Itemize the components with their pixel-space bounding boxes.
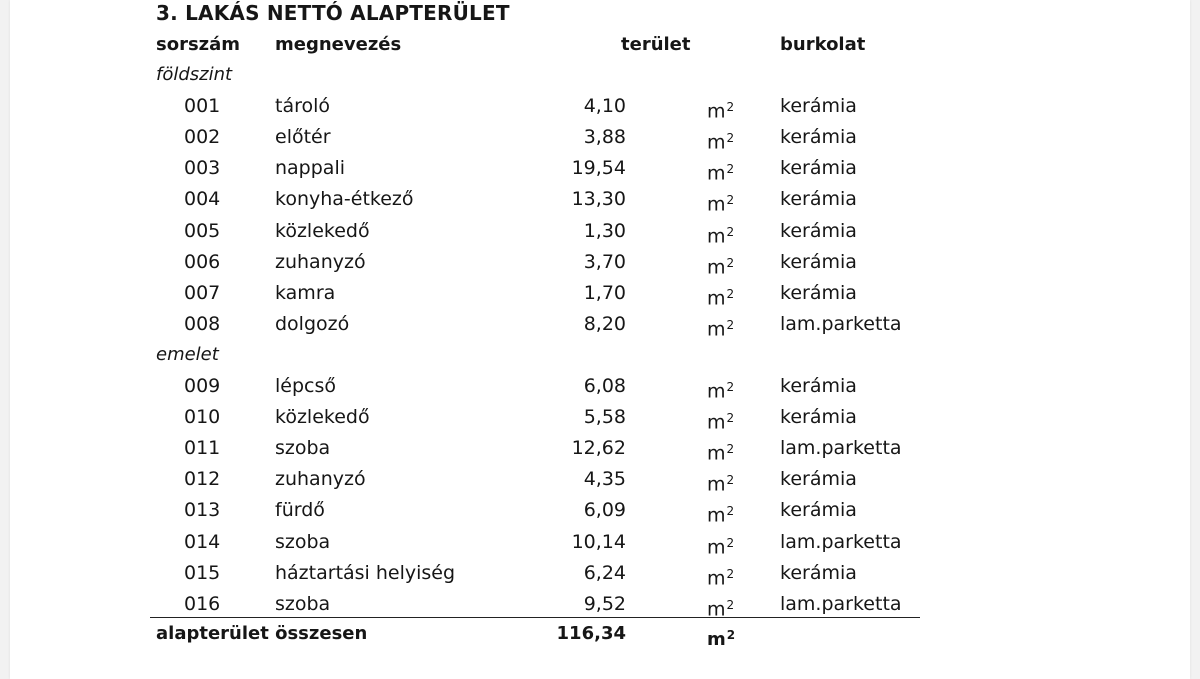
room-area: 1,30	[583, 219, 626, 242]
table-row	[10, 527, 1190, 557]
room-covering: lam.parketta	[780, 592, 902, 615]
table-row	[10, 558, 1190, 588]
room-name: lépcső	[275, 375, 336, 397]
table-row	[10, 309, 1190, 339]
room-area: 13,30	[571, 188, 626, 211]
room-area: 3,88	[583, 126, 626, 149]
room-name: szoba	[275, 530, 331, 553]
table-row	[10, 91, 1190, 121]
table-row	[10, 153, 1190, 183]
section-label-row	[10, 340, 1190, 370]
table-row	[10, 495, 1190, 525]
room-area: 3,70	[583, 250, 626, 273]
room-covering: kerámia	[780, 188, 857, 211]
table-row	[10, 247, 1190, 277]
room-number: 012	[184, 468, 221, 491]
room-name: zuhanyzó	[275, 468, 366, 491]
room-name: közlekedő	[275, 219, 370, 242]
room-number: 002	[184, 126, 221, 149]
room-unit: $m^2$	[707, 224, 735, 247]
room-area: 4,35	[583, 468, 626, 491]
room-unit: $m^2$	[707, 411, 735, 434]
room-area: 5,58	[583, 406, 626, 429]
room-name: konyha-étkező	[275, 188, 414, 211]
table-row	[10, 122, 1190, 152]
room-number: 008	[184, 312, 221, 335]
room-area: 4,10	[583, 95, 626, 118]
room-number: 005	[184, 219, 221, 242]
room-covering: kerámia	[780, 126, 857, 149]
room-name: zuhanyzó	[275, 250, 366, 273]
room-name: szoba	[275, 592, 331, 615]
room-name: nappali	[275, 157, 346, 180]
total-unit: $m^2$	[707, 628, 736, 650]
room-unit: $m^2$	[707, 535, 735, 558]
room-number: 014	[184, 530, 221, 553]
room-covering: kerámia	[780, 406, 857, 429]
room-area: 6,09	[583, 499, 626, 522]
table-row	[10, 464, 1190, 494]
table-row	[10, 589, 1190, 619]
room-area: 12,62	[571, 437, 626, 460]
room-covering: kerámia	[780, 219, 857, 242]
section-label-row	[10, 60, 1190, 90]
room-covering: kerámia	[780, 95, 857, 118]
room-number: 009	[184, 375, 221, 397]
room-number: 004	[184, 188, 221, 211]
room-number: 013	[184, 499, 221, 522]
room-unit: $m^2$	[707, 380, 735, 403]
room-covering: kerámia	[780, 561, 857, 584]
room-name: közlekedő	[275, 406, 370, 429]
room-unit: $m^2$	[707, 100, 735, 123]
room-area: 19,54	[571, 157, 626, 180]
room-covering: kerámia	[780, 157, 857, 180]
room-number: 010	[184, 406, 221, 429]
room-unit: $m^2$	[707, 566, 735, 589]
room-unit: $m^2$	[707, 597, 735, 621]
room-unit: $m^2$	[707, 286, 735, 310]
room-unit: $m^2$	[707, 255, 735, 278]
room-unit: $m^2$	[707, 442, 735, 465]
table-row	[10, 278, 1190, 308]
document-title: 3. LAKÁS NETTÓ ALAPTERÜLET	[156, 1, 510, 25]
room-name: tároló	[275, 95, 331, 118]
room-covering: kerámia	[780, 499, 857, 522]
room-area: 10,14	[571, 530, 626, 553]
room-number: 001	[184, 95, 221, 118]
room-name: háztartási helyiség	[275, 561, 456, 584]
room-covering: kerámia	[780, 468, 857, 491]
room-covering: kerámia	[780, 281, 857, 304]
room-unit: $m^2$	[707, 162, 735, 185]
header-covering: burkolat	[780, 34, 866, 55]
room-name: fürdő	[275, 499, 325, 522]
section-label: földszint	[156, 64, 233, 85]
header-name: megnevezés	[275, 34, 402, 55]
room-area: 1,70	[583, 281, 626, 304]
total-row	[10, 619, 1190, 649]
room-number: 003	[184, 157, 221, 180]
total-label: alapterület összesen	[156, 623, 368, 644]
room-name: dolgozó	[275, 312, 350, 335]
total-area: 116,34	[556, 623, 626, 644]
room-number: 006	[184, 250, 221, 273]
section-label: emelet	[156, 343, 219, 365]
room-name: előtér	[275, 126, 331, 149]
room-number: 015	[184, 561, 221, 584]
room-unit: $m^2$	[707, 317, 735, 341]
table-row	[10, 433, 1190, 463]
room-number: 007	[184, 281, 221, 304]
table-row	[10, 216, 1190, 246]
total-divider	[150, 617, 920, 618]
table-row	[10, 371, 1190, 401]
room-area: 6,08	[583, 375, 626, 397]
room-name: kamra	[275, 281, 336, 304]
room-unit: $m^2$	[707, 193, 735, 216]
room-number: 011	[184, 437, 221, 460]
room-unit: $m^2$	[707, 473, 735, 496]
room-covering: kerámia	[780, 250, 857, 273]
table-row	[10, 184, 1190, 214]
room-covering: lam.parketta	[780, 437, 902, 460]
table-row	[10, 402, 1190, 432]
room-covering: lam.parketta	[780, 312, 902, 335]
header-area: terület	[621, 34, 691, 55]
room-area: 8,20	[583, 312, 626, 335]
room-number: 016	[184, 592, 221, 615]
room-unit: $m^2$	[707, 131, 735, 154]
room-area: 9,52	[583, 592, 626, 615]
room-covering: lam.parketta	[780, 530, 902, 553]
document-page	[10, 0, 1190, 679]
room-name: szoba	[275, 437, 331, 460]
header-number: sorszám	[156, 34, 241, 55]
room-covering: kerámia	[780, 375, 857, 397]
table-header	[10, 30, 1190, 60]
room-area: 6,24	[583, 561, 626, 584]
room-unit: $m^2$	[707, 504, 735, 527]
